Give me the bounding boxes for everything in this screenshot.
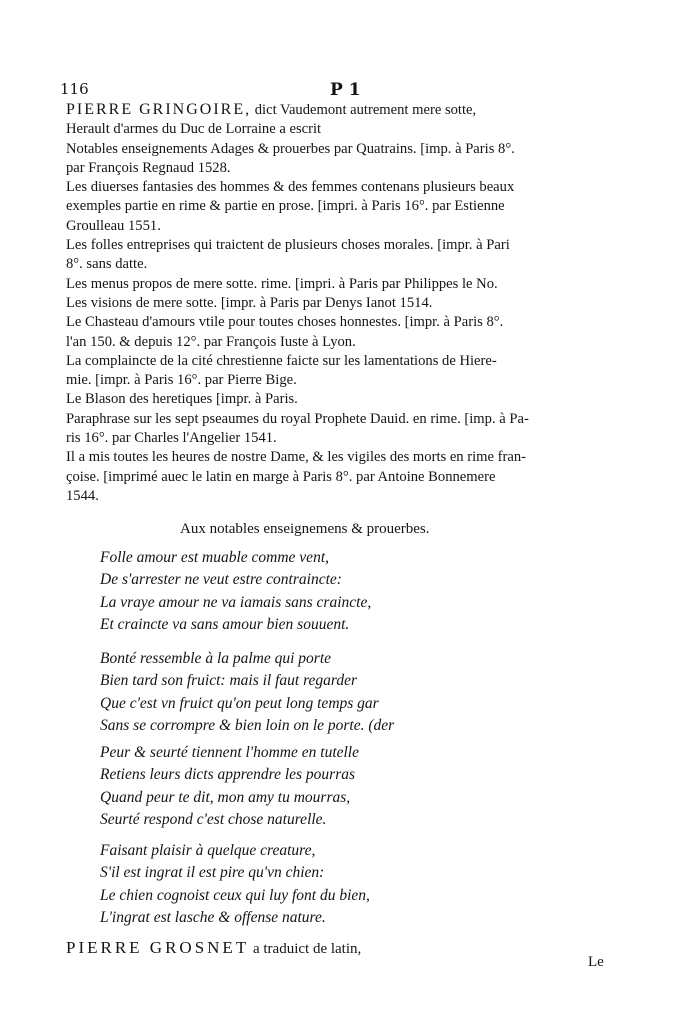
- entry-line: [66, 197, 626, 216]
- entry-text: Les menus propos de mere sotte. rime. [impri. à Paris par Philippes le No.: [66, 275, 498, 292]
- entry-line: [66, 487, 626, 506]
- verse-line: Folle amour est muable comme vent,: [100, 549, 329, 566]
- entry-line: [66, 140, 626, 159]
- bibliography-entries: [66, 100, 626, 506]
- verse-line: L'ingrat est lasche & offense nature.: [100, 909, 326, 927]
- entry-line: [66, 371, 626, 390]
- catchword: Le: [588, 954, 604, 970]
- entry-text: Les folles entreprises qui traictent de plusieurs choses morales. [impr. à Pari: [66, 237, 510, 254]
- entry-text: par François Regnaud 1528.: [66, 159, 231, 176]
- page-number: 116: [60, 80, 89, 98]
- verse-line: Que c'est vn fruict qu'on peut long temps gar: [100, 694, 379, 712]
- entry-line: [66, 255, 626, 274]
- entry-text: 8°. sans datte.: [66, 256, 148, 273]
- stanza-2: [100, 648, 520, 738]
- author-name: PIERRE GROSNET: [66, 938, 250, 957]
- verse-line: Bien tard son fruict: mais il faut regarder: [100, 672, 358, 690]
- entry-line: [66, 236, 626, 255]
- verse-line: Faisant plaisir à quelque creature,: [100, 842, 316, 859]
- section-subheading: Aux notables enseignemens & prouerbes.: [180, 521, 430, 537]
- entry-line: [66, 275, 626, 294]
- entry-text: La complaincte de la cité chrestienne faicte sur les lamentations de Hiere-: [66, 352, 497, 369]
- entry-line: [66, 352, 626, 371]
- entry-line: [66, 159, 626, 178]
- entry-text: çoise. [imprimé auec le latin en marge à Paris 8°. par Antoine Bonnemere: [66, 468, 496, 485]
- verse-line: La vraye amour ne va iamais sans craincte,: [100, 593, 372, 611]
- entry-line: [66, 100, 626, 120]
- entry-text: Les visions de mere sotte. [impr. à Paris par Denys Ianot 1514.: [66, 294, 433, 311]
- entry-line: [66, 294, 626, 313]
- entry-line: [66, 390, 626, 409]
- entry-line: [66, 429, 626, 448]
- stanza-1: [100, 547, 520, 637]
- entry-text: dict Vaudemont autrement mere sotte,: [251, 102, 477, 118]
- entry-text: Il a mis toutes les heures de nostre Dame, & les vigiles des morts en rime fran-: [66, 449, 526, 466]
- verse-line: Retiens leurs dicts apprendre les pourras: [100, 766, 356, 784]
- stanza-3: [100, 742, 520, 832]
- next-author-heading: [66, 938, 361, 958]
- verse-line: S'il est ingrat il est pire qu'vn chien:: [100, 864, 325, 882]
- entry-text: Notables enseignements Adages & prouerbes par Quatrains. [imp. à Paris 8°.: [66, 140, 515, 157]
- entry-text: exemples partie en rime & partie en prose. [impri. à Paris 16°. par Estienne: [66, 198, 505, 215]
- verse-line: Seurté respond c'est chose naturelle.: [100, 811, 327, 829]
- entry-line: [66, 468, 626, 487]
- verse-line: Le chien cognoist ceux qui luy font du bien,: [100, 886, 370, 904]
- verse-line: Peur & seurté tiennent l'homme en tutelle: [100, 744, 359, 761]
- entry-line: [66, 448, 626, 467]
- entry-line: [66, 120, 626, 139]
- verse-line: Sans se corrompre & bien loin on le porte. (der: [100, 717, 395, 735]
- entry-line: [66, 410, 626, 429]
- author-name: PIERRE GRINGOIRE,: [66, 101, 252, 118]
- entry-text: Herault d'armes du Duc de Lorraine a escrit: [66, 121, 322, 138]
- entry-text: Groulleau 1551.: [66, 217, 161, 234]
- entry-line: [66, 217, 626, 236]
- verse-line: Bonté ressemble à la palme qui porte: [100, 650, 332, 667]
- entry-text: 1544.: [66, 487, 99, 504]
- entry-line: [66, 313, 626, 332]
- entry-text: Le Chasteau d'amours vtile pour toutes choses honnestes. [impr. à Paris 8°.: [66, 314, 504, 331]
- signature-mark: P 1: [330, 80, 361, 100]
- entry-text: Paraphrase sur les sept pseaumes du royal Prophete Dauid. en rime. [imp. à Pa-: [66, 410, 529, 427]
- author-note: a traduict de latin,: [249, 941, 362, 957]
- entry-line: [66, 333, 626, 352]
- stanza-4: [100, 840, 520, 930]
- verse-line: Et craincte va sans amour bien souuent.: [100, 616, 350, 634]
- verse-line: Quand peur te dit, mon amy tu mourras,: [100, 788, 351, 806]
- entry-text: l'an 150. & depuis 12°. par François Iuste à Lyon.: [66, 333, 356, 350]
- verse-line: De s'arrester ne veut estre contraincte:: [100, 571, 342, 589]
- entry-text: ris 16°. par Charles l'Angelier 1541.: [66, 430, 277, 447]
- entry-line: [66, 178, 626, 197]
- entry-text: Le Blason des heretiques [impr. à Paris.: [66, 391, 298, 408]
- entry-text: Les diuerses fantasies des hommes & des femmes contenans plusieurs beaux: [66, 179, 515, 196]
- entry-text: mie. [impr. à Paris 16°. par Pierre Bige.: [66, 372, 297, 389]
